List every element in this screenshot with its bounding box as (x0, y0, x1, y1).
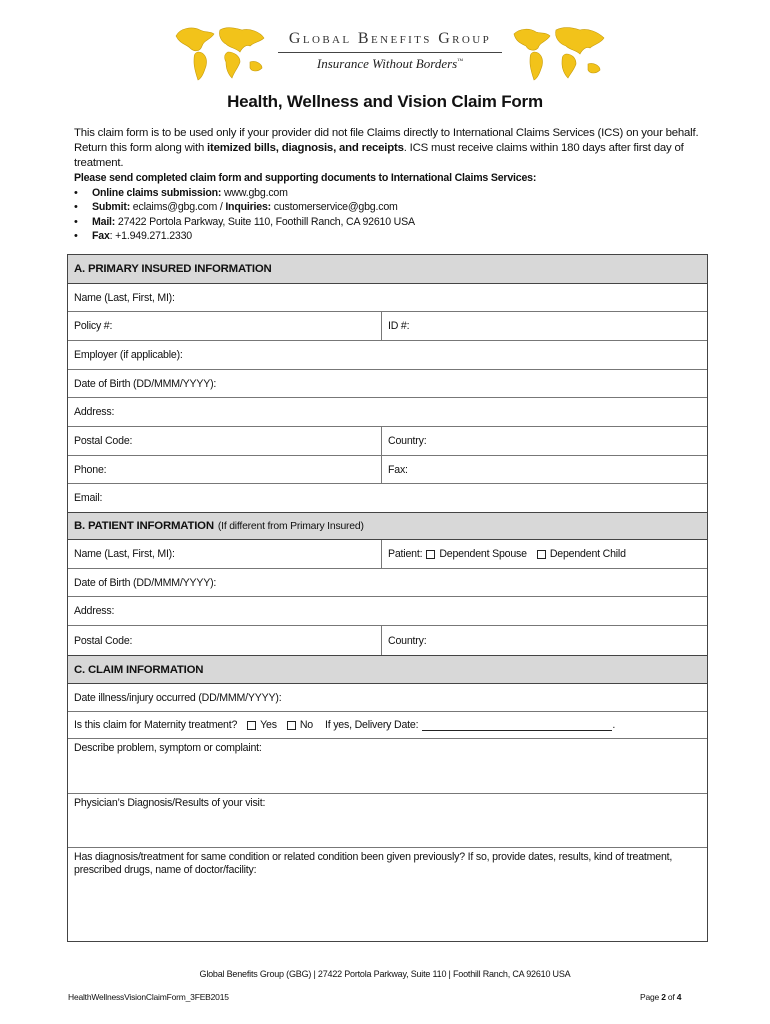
patient-country-label: Country: (388, 634, 427, 647)
previous-treatment-label: Has diagnosis/treatment for same condition or related condition been given previously? If so, provide dates, results, kind of treatment, prescribed drugs, name of doctor/facility: (74, 851, 673, 876)
country-field[interactable] (381, 427, 707, 455)
footer-address: Global Benefits Group (GBG) | 27422 Portola Parkway, Suite 110 | Foothill Ranch, CA 92610 USA (199, 969, 571, 979)
child-checkbox[interactable] (537, 550, 546, 559)
inquiries-email-link[interactable]: customerservice@gbg.com (273, 201, 398, 214)
page-number (640, 992, 681, 1002)
address-label: Address: (74, 406, 115, 418)
maternity-no-checkbox[interactable] (287, 721, 296, 730)
postal-label: Postal Code: (74, 435, 133, 447)
diagnosis-label: Physician’s Diagnosis/Results of your visit: (74, 797, 266, 809)
contact-submit (74, 200, 724, 215)
field-row-name[interactable] (68, 284, 707, 312)
field-row-employer[interactable] (68, 341, 707, 370)
intro-bold: itemized bills, diagnosis, and receipts (207, 142, 404, 154)
page-prefix: Page (640, 992, 662, 1002)
patient-name-label: Name (Last, First, MI): (74, 548, 175, 560)
mail-label: Mail: (92, 215, 116, 228)
patient-name-field[interactable] (68, 540, 381, 568)
contact-fax (74, 229, 724, 244)
postal-field[interactable] (68, 427, 381, 455)
patient-type-field (381, 540, 707, 568)
fax-field-label: Fax: (388, 463, 408, 476)
field-row-policy (68, 312, 707, 341)
contact-list (74, 186, 724, 244)
field-row-patient-address[interactable] (68, 597, 707, 626)
section-a-header (68, 255, 707, 284)
delivery-date-label: If yes, Delivery Date: (324, 719, 419, 731)
maternity-no-label: No (299, 719, 313, 731)
contact-online (74, 186, 724, 201)
submit-label: Submit: (92, 201, 131, 214)
country-label: Country: (388, 435, 427, 447)
field-row-phone (68, 456, 707, 484)
patient-type-label: Patient: (388, 548, 423, 560)
field-row-email[interactable] (68, 484, 707, 512)
maternity-yes-checkbox[interactable] (247, 721, 256, 730)
section-b-title-text: B. PATIENT INFORMATION (74, 520, 214, 532)
fax-label: Fax (92, 230, 110, 243)
company-tagline (272, 56, 508, 72)
field-row-postal (68, 427, 707, 456)
intro-text-2: . ICS must receive claims within 180 days after first day of treatment. (74, 142, 684, 169)
contact-mail (74, 215, 724, 230)
page-total: 4 (676, 992, 682, 1002)
world-map-right-icon (510, 22, 608, 82)
brand-block (272, 30, 508, 72)
field-row-maternity (68, 712, 707, 739)
field-row-patient-name (68, 540, 707, 569)
document-id: HealthWellnessVisionClaimForm_3FEB2015 (68, 992, 229, 1002)
date-illness-label: Date illness/injury occurred (DD/MMM/YYYY): (74, 691, 282, 704)
field-row-patient-postal (68, 626, 707, 655)
field-row-date-illness[interactable] (68, 684, 707, 712)
policy-field[interactable] (68, 312, 381, 340)
trademark-mark: ™ (457, 58, 464, 65)
section-c-header (68, 655, 707, 684)
field-row-diagnosis[interactable] (68, 794, 707, 848)
logo-header (0, 22, 770, 82)
patient-country-field[interactable] (381, 626, 707, 655)
online-link[interactable]: www.gbg.com (223, 186, 288, 199)
phone-label: Phone: (74, 463, 107, 476)
name-label: Name (Last, First, MI): (74, 291, 175, 304)
maternity-label: Is this claim for Maternity treatment? (74, 719, 238, 731)
inquiries-label: Inquiries: (225, 201, 271, 214)
section-b-subtitle: (If different from Primary Insured) (217, 520, 364, 532)
maternity-field (68, 712, 707, 738)
field-row-describe[interactable] (68, 739, 707, 794)
send-instructions (74, 171, 724, 244)
patient-postal-label: Postal Code: (74, 634, 133, 647)
maternity-yes-label: Yes (260, 719, 277, 731)
spouse-option-label: Dependent Spouse (439, 548, 527, 560)
employer-label: Employer (if applicable): (74, 349, 183, 361)
mail-address: 27422 Portola Parkway, Suite 110, Foothill Ranch, CA 92610 USA (117, 215, 415, 228)
id-label: ID #: (388, 320, 410, 332)
company-name: Global Benefits Group (288, 30, 492, 47)
child-option-label: Dependent Child (549, 548, 626, 560)
field-row-previous[interactable] (68, 848, 707, 941)
online-label: Online claims submission: (92, 186, 222, 199)
section-c-title: C. CLAIM INFORMATION (74, 663, 204, 676)
world-map-left-icon (170, 22, 268, 82)
patient-dob-label: Date of Birth (DD/MMM/YYYY): (74, 576, 217, 589)
dob-label: Date of Birth (DD/MMM/YYYY): (74, 377, 217, 390)
intro-paragraph (74, 126, 724, 171)
phone-field[interactable] (68, 456, 381, 483)
field-row-address[interactable] (68, 398, 707, 427)
field-row-dob[interactable] (68, 370, 707, 398)
fax-field[interactable] (381, 456, 707, 483)
submit-email-link[interactable]: eclaims@gbg.com (132, 201, 218, 214)
tagline-text: Insurance Without Borders (316, 56, 458, 71)
policy-label: Policy #: (74, 320, 113, 332)
page-current: 2 (661, 992, 666, 1002)
section-b-header (68, 512, 707, 540)
id-field[interactable] (381, 312, 707, 340)
intro-text-1: This claim form is to be used only if your provider did not file Claims directly to International Claims Services (ICS) on your behalf. Return this form along with (74, 127, 699, 154)
describe-label: Describe problem, symptom or complaint: (74, 742, 262, 754)
send-lead: Please send completed claim form and supporting documents to International Claims Services: (74, 172, 537, 184)
spouse-checkbox[interactable] (426, 550, 435, 559)
patient-address-label: Address: (74, 605, 115, 617)
page-of: of (665, 992, 677, 1002)
email-label: Email: (74, 492, 103, 504)
fax-number: : +1.949.271.2330 (109, 230, 192, 243)
claim-form (67, 254, 708, 942)
delivery-date-input[interactable] (422, 720, 612, 731)
section-b-title (74, 513, 364, 539)
section-a-title: A. PRIMARY INSURED INFORMATION (74, 263, 272, 275)
field-row-patient-dob[interactable] (68, 569, 707, 597)
delivery-date-period: . (612, 719, 616, 731)
separator: / (217, 201, 226, 214)
patient-postal-field[interactable] (68, 626, 381, 655)
form-title: Health, Wellness and Vision Claim Form (227, 92, 543, 111)
brand-divider (278, 52, 502, 53)
